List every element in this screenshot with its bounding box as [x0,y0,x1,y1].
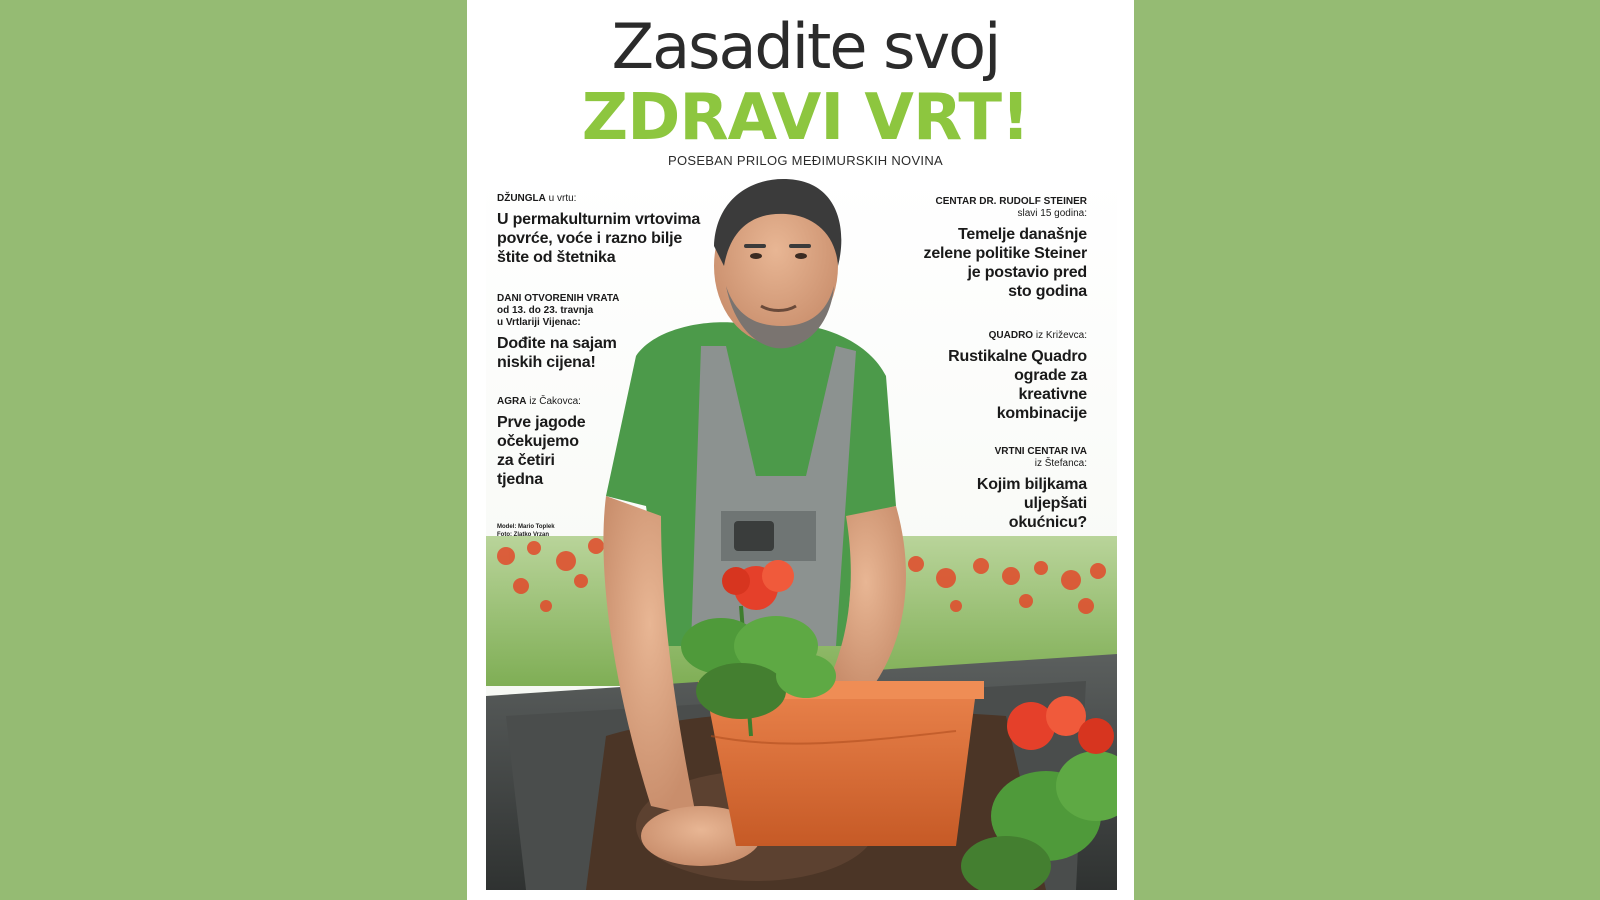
magazine-cover [467,0,1134,900]
story-headline: Prve jagode očekujemo za četiri tjedna [497,414,586,488]
story-vrtni-centar-iva [887,446,1087,532]
story-headline: Temelje današnje zelene politike Steiner je postavio pred sto godina [923,226,1087,300]
cover-title-line1: Zasadite svoj [611,10,1000,83]
story-kicker: AGRA iz Čakovca: [497,396,581,407]
photo-credits: Model: Mario Toplek Foto: Zlatko Vrzan [497,524,555,538]
story-kicker: CENTAR DR. RUDOLF STEINER slavi 15 godina: [935,196,1087,219]
story-headline: Rustikalne Quadro ograde za kreativne kombinacije [948,348,1087,422]
story-dzungla [497,193,757,267]
cover-subtitle: POSEBAN PRILOG MEĐIMURSKIH NOVINA [667,153,943,168]
story-kicker: QUADRO iz Križevca: [988,330,1087,341]
story-centar-steiner [857,196,1087,301]
story-headline: Dođite na sajam niskih cijena! [497,335,617,371]
cover-title-line2: ZDRAVI VRT! [581,81,1030,155]
story-quadro [887,330,1087,423]
story-headline: Kojim biljkama uljepšati okućnicu? [976,476,1087,531]
story-kicker: VRTNI CENTAR IVA iz Štefanca: [994,446,1087,469]
story-dani-otvorenih-vrata [497,293,697,372]
story-kicker: DŽUNGLA u vrtu: [497,193,577,204]
story-headline: U permakulturnim vrtovima povrće, voće i razno bilje štite od štetnika [497,211,701,266]
story-kicker: DANI OTVORENIH VRATA od 13. do 23. travnja u Vrtlariji Vijenac: [497,293,620,328]
story-agra [497,396,647,489]
